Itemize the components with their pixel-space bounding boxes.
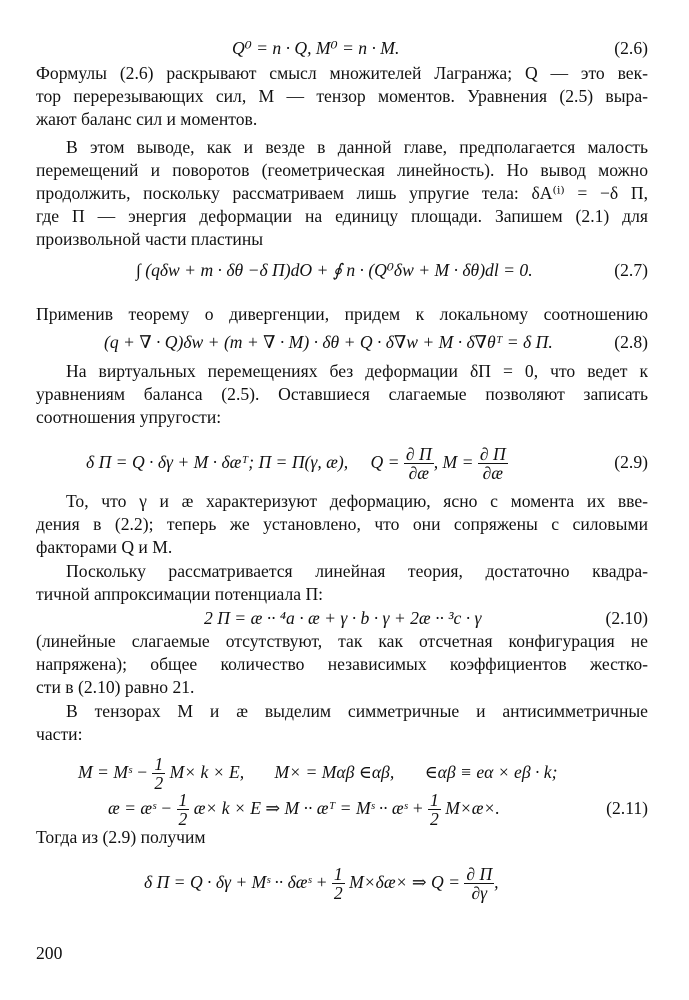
- equation-2-11-row1: M = Mˢ − $\frac{1}{2}$ M× k × E, M× = Mαβ ∈αβ, ∈αβ ≡ eα × eβ · k;: [78, 753, 558, 794]
- text-line: тичной аппроксимации потенциала Π:: [36, 584, 324, 604]
- equation-number: (2.11): [606, 798, 648, 818]
- text-line: уравнениям баланса (2.5). Оставшиеся слагаемые позволяют записать: [36, 384, 648, 404]
- paragraph-first-line: На виртуальных перемещениях без деформации δΠ = 0, что ведет к: [66, 361, 648, 381]
- equation-2-9: [36, 440, 648, 484]
- partial-fraction: $\frac{\partial \Pi}{\partial æ}$: [479, 443, 506, 484]
- text-line: Тогда из (2.9) получим: [36, 827, 206, 847]
- half-fraction: $\frac{1}{2}$: [333, 863, 343, 904]
- equation-2-11-row2: æ = æˢ − $\frac{1}{2}$ æ× k × E ⇒ M ·· æᵀ = Mˢ ·· æˢ + $\frac{1}{2}$ M×æ×. (2.11): [108, 789, 648, 830]
- equation-2-8-expr: (q + ∇ · Q)δw + (m + ∇ · M) · δθ + Q · δ∇w + M · δ∇θᵀ = δ Π.: [104, 332, 553, 352]
- paragraph-first-line: То, что γ и æ характеризуют деформацию, ясно с момента их вве-: [66, 491, 648, 511]
- page-number: 200: [36, 943, 63, 963]
- text-line: (линейные слагаемые отсутствуют, так как отсчетная конфигурация не: [36, 631, 648, 651]
- text-line: факторами Q и M.: [36, 537, 173, 557]
- equation-2-7-expr: ∫ (qδw + m · δθ −δ Π)dO + ∮ n · (Q⁰δw + M · δθ)dl = 0.: [136, 260, 533, 280]
- equation-2-9-left: δ Π = Q · δγ + M · δæᵀ; Π = Π(γ, æ),: [86, 452, 349, 472]
- equation-number: (2.10): [605, 608, 648, 628]
- equation-2-10: [36, 603, 648, 633]
- text-line: продолжить, поскольку рассматриваем лишь упругие тела: δA⁽ⁱ⁾ = −δ Π,: [36, 183, 648, 203]
- equation-2-6: [36, 33, 648, 63]
- paragraph-first-line: В тензорах M и æ выделим симметричные и антисимметричные: [66, 701, 648, 721]
- text-line: жают баланс сил и моментов.: [36, 109, 258, 129]
- text-line: части:: [36, 724, 83, 744]
- text-line: тор перерезывающих сил, M — тензор моментов. Уравнения (2.5) выра-: [36, 86, 648, 106]
- equation-2-9-m: , M =: [433, 452, 474, 472]
- text-line: дения в (2.2); теперь же установлено, что они сопряжены с силовыми: [36, 514, 648, 534]
- paragraph-first-line: Поскольку рассматривается линейная теория, достаточно квадра-: [66, 561, 648, 581]
- text-line: соотношения упругости:: [36, 407, 222, 427]
- text-line: напряжена); общее количество независимых коэффициентов жестко-: [36, 654, 648, 674]
- equation-number: (2.7): [614, 260, 648, 280]
- text-line: перемещений и поворотов (геометрическая линейность). Но вывод можно: [36, 160, 648, 180]
- equation-number: (2.8): [614, 332, 648, 352]
- text-line: где Π — энергия деформации на единицу площади. Запишем (2.1) для: [36, 206, 648, 226]
- equation-number: (2.9): [614, 452, 648, 472]
- text-line: сти в (2.10) равно 21.: [36, 677, 195, 697]
- equation-2-7: [36, 255, 648, 285]
- text-line: Формулы (2.6) раскрывают смысл множителей Лагранжа; Q — это век-: [36, 63, 648, 83]
- equation-number: (2.6): [614, 38, 648, 58]
- partial-fraction: $\frac{\partial \Pi}{\partial æ}$: [405, 443, 432, 484]
- half-fraction: $\frac{1}{2}$: [430, 789, 439, 830]
- partial-fraction: $\frac{\partial \Pi}{\partial\gamma}$: [466, 863, 493, 904]
- text-line: Применив теорему о дивергенции, придем к локальному соотношению: [36, 304, 648, 324]
- equation-2-6-expr: Q⁰ = n · Q, M⁰ = n · M.: [232, 38, 400, 58]
- equation-2-9-q: Q =: [370, 452, 400, 472]
- text-line: произвольной части пластины: [36, 229, 264, 249]
- equation-2-10-expr: 2 Π = æ ·· ⁴a · æ + γ · b · γ + 2æ ·· ³c · γ: [204, 608, 482, 628]
- equation-2-8: [36, 327, 648, 357]
- half-fraction: $\frac{1}{2}$: [178, 789, 188, 830]
- paragraph-first-line: В этом выводе, как и везде в данной главе, предполагается малость: [66, 137, 648, 157]
- half-fraction: $\frac{1}{2}$: [154, 753, 164, 794]
- equation-final: δ Π = Q · δγ + Mˢ ·· δæˢ + $\frac{1}{2}$ M×δæ× ⇒ Q = $\frac{\partial \Pi}{\partial\gamma}$ ,: [144, 863, 499, 904]
